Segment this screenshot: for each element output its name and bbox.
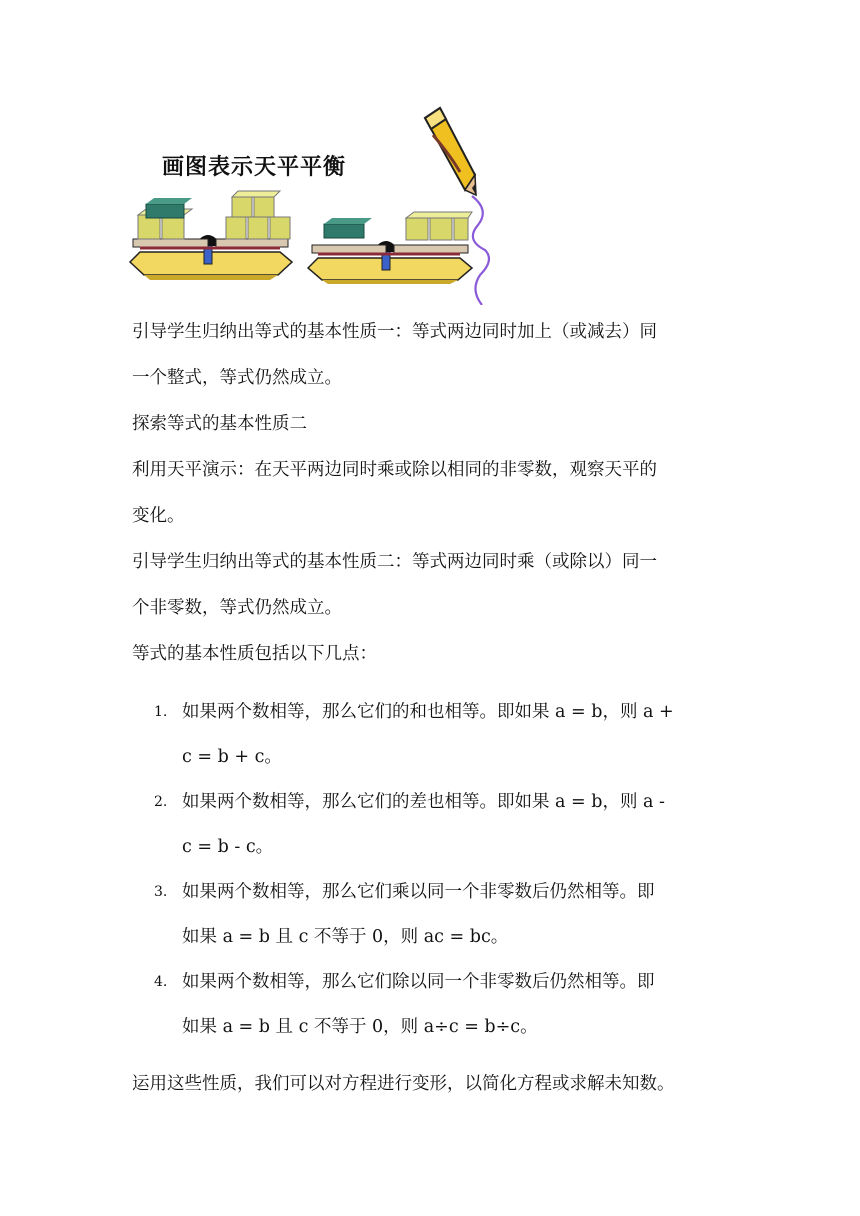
- paragraph-line: 个非零数，等式仍然成立。: [132, 598, 342, 618]
- list-item-line: 如果 a = b 且 c 不等于 0，则 ac = bc。: [182, 927, 509, 947]
- list-item: [150, 690, 740, 780]
- list-number: 3.: [154, 884, 168, 900]
- paragraph-line: 探索等式的基本性质二: [132, 414, 307, 434]
- list-item-line: 如果 a = b 且 c 不等于 0，则 a÷c = b÷c。: [182, 1017, 538, 1037]
- list-number: 2.: [154, 794, 168, 810]
- paragraph-line: 引导学生归纳出等式的基本性质二：等式两边同时乘（或除以）同一: [132, 552, 657, 572]
- list-item-line: 如果两个数相等，那么它们乘以同一个非零数后仍然相等。即: [182, 882, 655, 902]
- balance-scale-icon: [120, 100, 500, 305]
- list-number: 1.: [154, 704, 168, 720]
- body-text: [132, 309, 732, 677]
- left-balance: [130, 191, 292, 280]
- properties-list: [150, 690, 740, 1050]
- balance-illustration: [120, 100, 500, 305]
- paragraph-line: 变化。: [132, 506, 185, 526]
- paragraph-line: 利用天平演示：在天平两边同时乘或除以相同的非零数，观察天平的: [132, 460, 657, 480]
- list-item-line: 如果两个数相等，那么它们除以同一个非零数后仍然相等。即: [182, 972, 655, 992]
- list-item-line: 如果两个数相等，那么它们的和也相等。即如果 a = b，则 a +: [182, 702, 674, 722]
- list-item-line: c = b + c。: [182, 747, 282, 767]
- list-item: [150, 870, 740, 960]
- figure-title: 画图表示天平平衡: [162, 155, 347, 180]
- list-item: [150, 780, 740, 870]
- list-item-line: c = b - c。: [182, 837, 274, 857]
- closing-paragraph: 运用这些性质，我们可以对方程进行变形，以简化方程或求解未知数。: [132, 1074, 675, 1094]
- list-item-line: 如果两个数相等，那么它们的差也相等。即如果 a = b，则 a -: [182, 792, 665, 812]
- paragraph-line: 等式的基本性质包括以下几点：: [132, 644, 377, 664]
- list-item: [150, 960, 740, 1050]
- list-number: 4.: [154, 974, 168, 990]
- right-balance: [308, 212, 472, 284]
- paragraph-line: 引导学生归纳出等式的基本性质一：等式两边同时加上（或减去）同: [132, 322, 657, 342]
- paragraph-line: 一个整式，等式仍然成立。: [132, 368, 342, 388]
